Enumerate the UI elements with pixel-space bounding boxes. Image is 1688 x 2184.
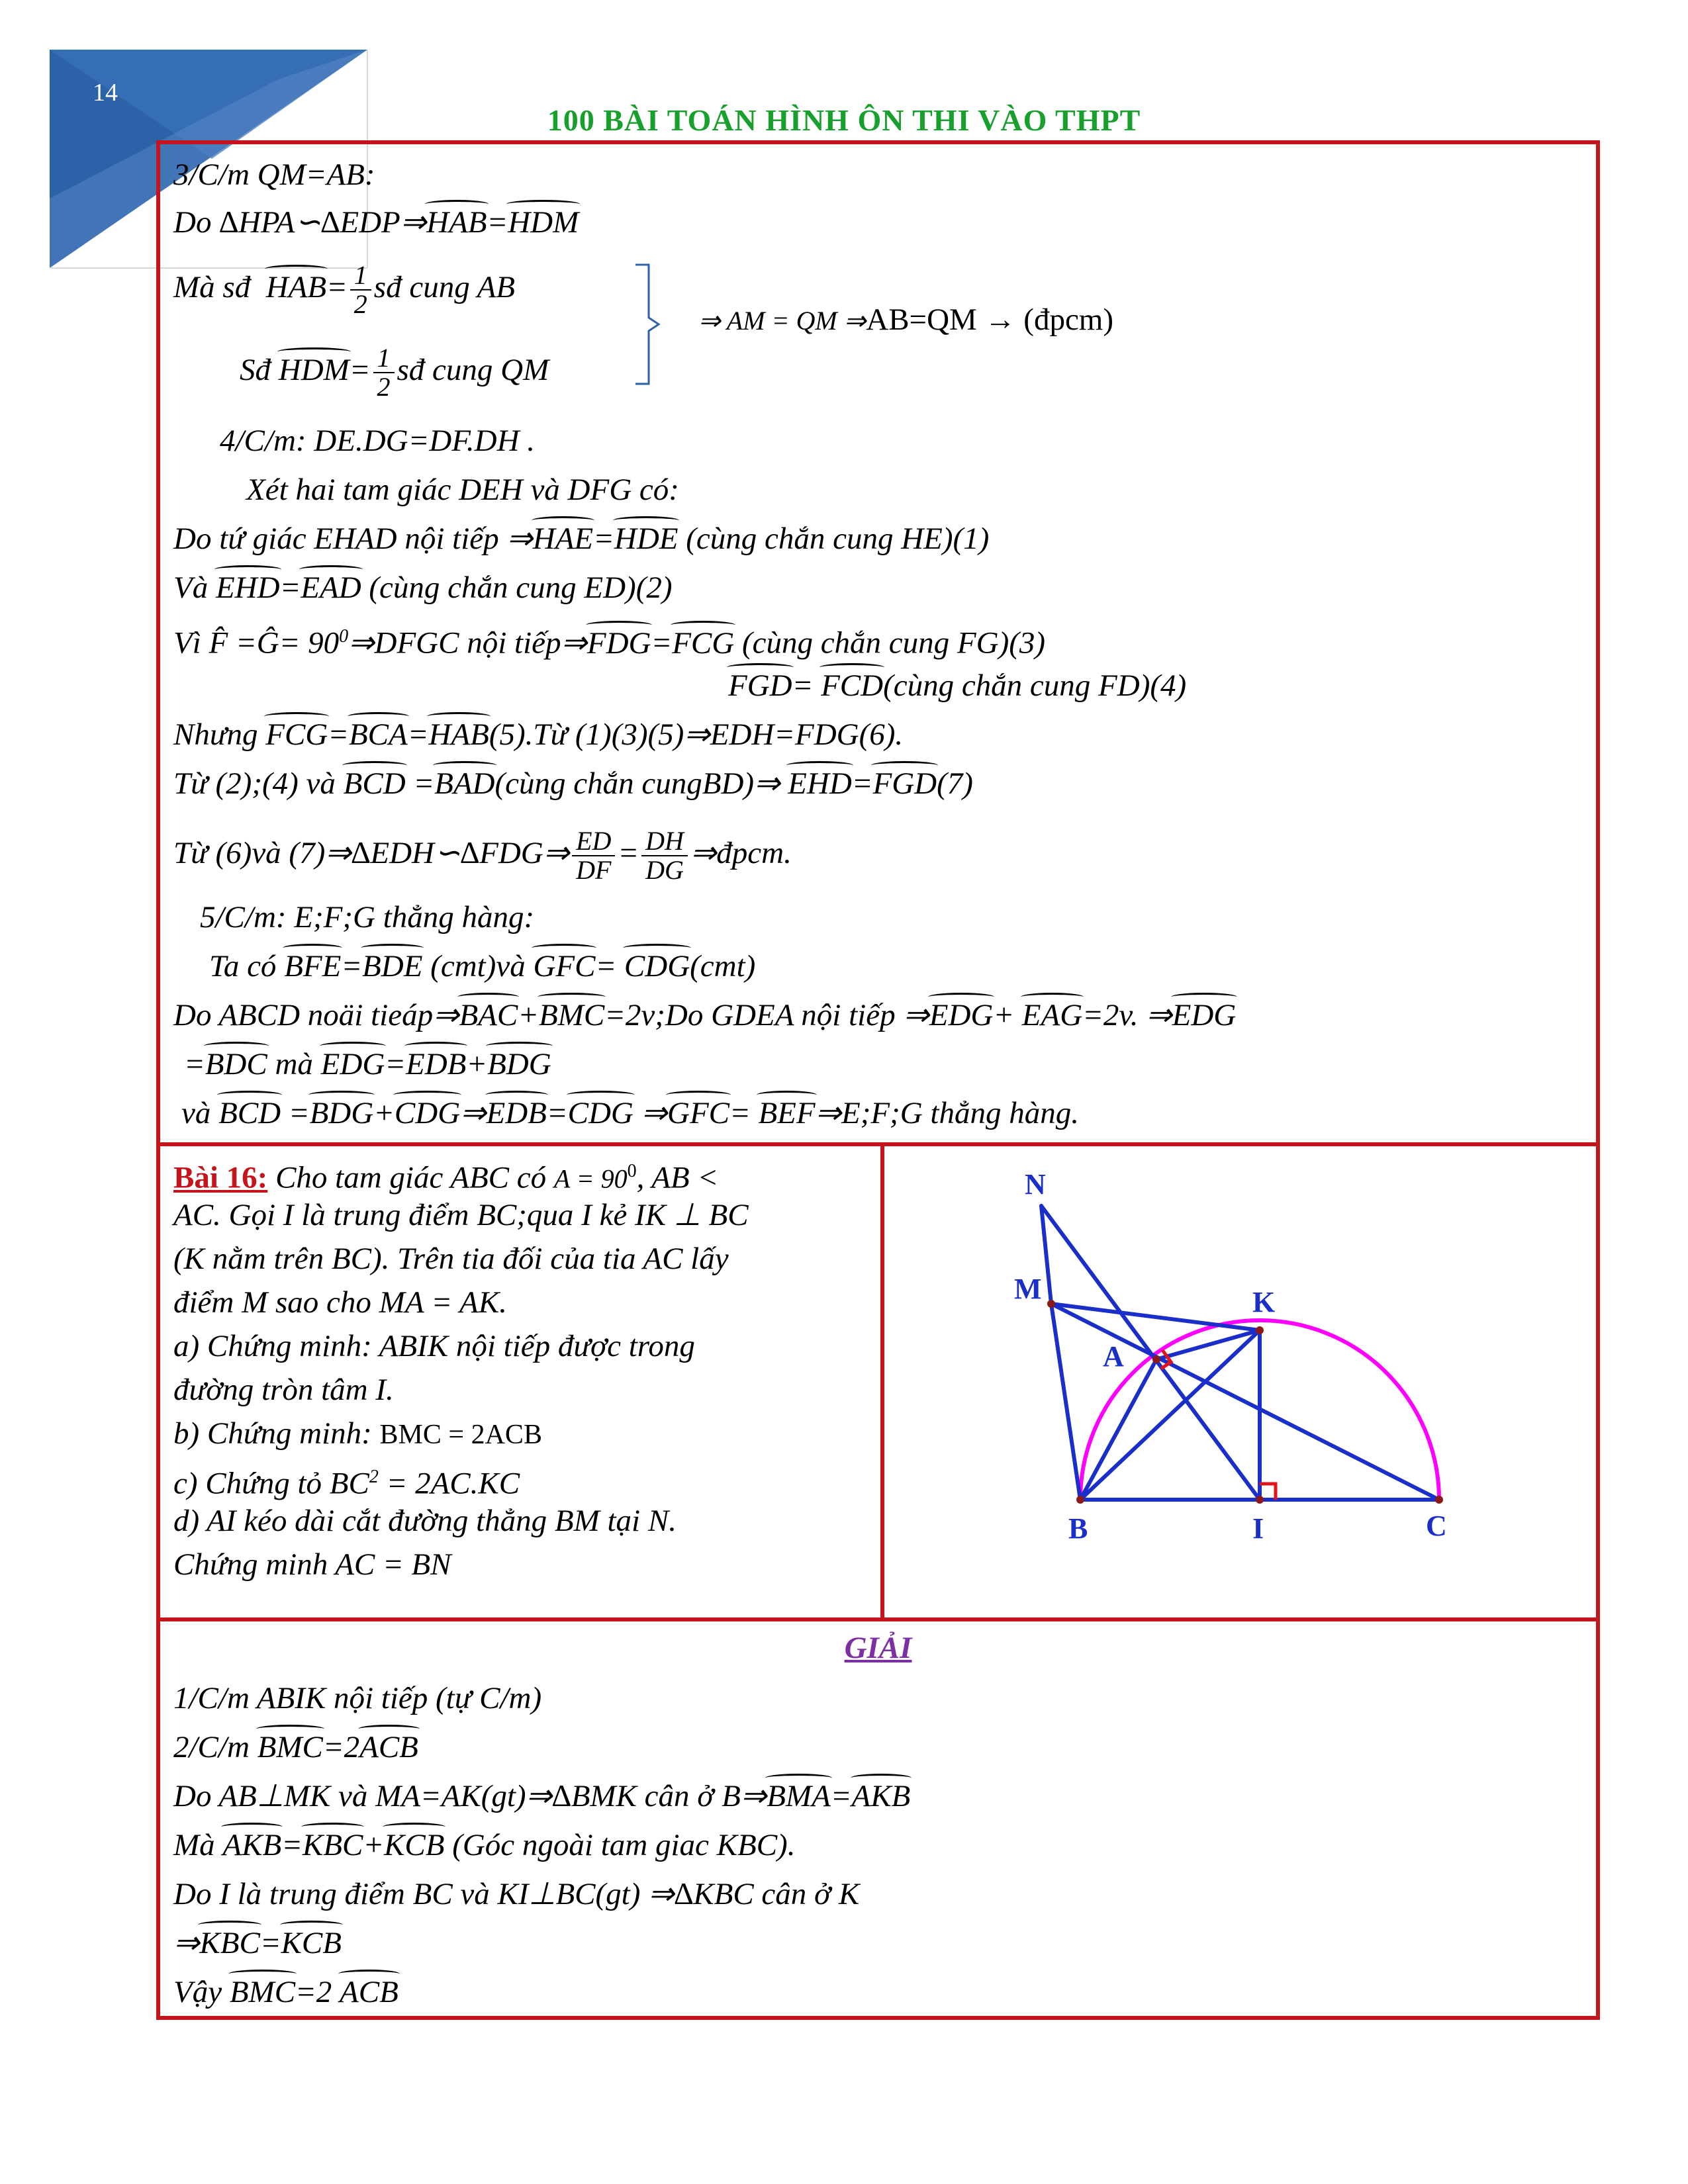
giai-line2: 2/C/m BMC=2ACB [173, 1730, 418, 1764]
point-i [1256, 1496, 1264, 1504]
part4-line6: Nhưng FCG=BCA=HAB(5).Từ (1)(3)(5)⇒EDH=FDG(6). [173, 717, 904, 752]
point-m [1047, 1300, 1055, 1308]
giai-line6: ⇒KBC=KCB [173, 1926, 342, 1960]
label-c: C [1426, 1510, 1447, 1542]
brace-bracket [629, 261, 669, 387]
part4-line8: Từ (6)và (7)⇒∆EDH∽∆FDG⇒ $\frac{ED}{DF}$ = $\frac{DH}{DG}$ ⇒đpcm. [173, 826, 792, 885]
part3-result: ⇒ AM = QM ⇒AB=QM → (đpcm) [698, 302, 1114, 337]
bai16-line3: (K nằm trên BC). Trên tia đối của tia AC lấy [173, 1242, 729, 1276]
bai16-line7: b) Chứng minh: BMC = 2ACB [173, 1416, 542, 1451]
bai16-line9: d) AI kéo dài cắt đường thẳng BM tại N. [173, 1504, 677, 1538]
part5-heading: 5/C/m: E;F;G thẳng hàng: [200, 900, 535, 934]
giai-line4: Mà AKB=KBC+KCB (Góc ngoài tam giac KBC). [173, 1828, 796, 1862]
bai16-line10: Chứng minh AC = BN [173, 1547, 451, 1582]
giai-line1: 1/C/m ABIK nội tiếp (tự C/m) [173, 1681, 542, 1715]
geometry-figure [884, 1146, 1596, 1617]
giai-line7: Vậy BMC=2 ACB [173, 1975, 399, 2009]
bai16-line8: c) Chứng tỏ $BC^2 = 2AC.KC$ [173, 1466, 520, 1501]
bai16-line1: Bài 16: Cho tam giác ABC có $A = 90^0$, AB < [173, 1160, 719, 1195]
part3-line2: Mà sđ HAB= $\frac{1}{2}$ sđ cung AB [173, 260, 516, 319]
segment-mk [1051, 1304, 1260, 1330]
part5-line2: Do ABCD noäi tieáp⇒BAC+BMC=2v;Do GDEA nội tiếp ⇒EDG+ EAG=2v. ⇒EDG [173, 998, 1237, 1032]
part5-line1: Ta có BFE=BDE (cmt)và GFC= CDG(cmt) [209, 949, 756, 983]
part4-line2: Do tứ giác EHAD nội tiếp ⇒HAE=HDE (cùng chắn cung HE)(1) [173, 522, 990, 556]
label-m: M [1014, 1273, 1042, 1305]
point-a [1152, 1355, 1160, 1363]
label-a: A [1103, 1340, 1124, 1373]
giai-line5: Do I là trung điểm BC và KI⊥BC(gt) ⇒∆KBC cân ở K [173, 1877, 860, 1911]
part3-heading: 3/C/m QM=AB: [173, 158, 375, 192]
giai-title: GIẢI [844, 1631, 912, 1665]
segment-nm [1041, 1206, 1051, 1304]
part4-line3: Và EHD=EAD (cùng chắn cung ED)(2) [173, 570, 673, 605]
document-title: 100 BÀI TOÁN HÌNH ÔN THI VÀO THPT [547, 103, 1141, 137]
part4-heading: 4/C/m: DE.DG=DF.DH . [220, 424, 536, 458]
fraction-half: $\frac{1}{2}$ [350, 261, 371, 318]
giai-frame [156, 1617, 1600, 2020]
part4-line1: Xét hai tam giác DEH và DFG có: [246, 473, 679, 507]
part3-line1: Do ∆HPA∽∆EDP⇒HAB=HDM [173, 205, 579, 240]
segment-mb [1051, 1304, 1080, 1500]
page-number: 14 [93, 79, 118, 107]
segment-ba [1080, 1359, 1156, 1500]
part5-line4: và BCD =BDG+CDG⇒EDB=CDG ⇒GFC= BEF⇒E;F;G thẳng hàng. [181, 1096, 1079, 1130]
label-i: I [1252, 1512, 1264, 1545]
part4-line5: FGD= FCD(cùng chắn cung FD)(4) [728, 668, 1187, 703]
bai16-line4: điểm M sao cho MA = AK. [173, 1285, 507, 1320]
label-k: K [1252, 1286, 1276, 1318]
bai16-line5: a) Chứng minh: ABIK nội tiếp được trong [173, 1329, 695, 1363]
point-k [1256, 1326, 1264, 1334]
giai-line3: Do AB⊥MK và MA=AK(gt)⇒∆BMK cân ở B⇒BMA=AKB [173, 1779, 911, 1813]
label-b: B [1068, 1512, 1088, 1545]
label-n: N [1025, 1168, 1046, 1201]
part3-line3: Sđ HDM= $\frac{1}{2}$ sđ cung QM [240, 343, 549, 402]
point-c [1435, 1496, 1443, 1504]
part5-line3: =BDC mà EDG=EDB+BDG [184, 1047, 551, 1081]
part4-line7: Từ (2);(4) và BCD =BAD(cùng chắn cungBD)⇒ EHD=FGD(7) [173, 766, 973, 801]
bai16-line6: đường tròn tâm I. [173, 1373, 394, 1407]
part4-line4: Vì F̂ =Ĝ= $90^0\Rightarrow DFGC$ nội tiếp⇒FDG=FCG (cùng chắn cung FG)(3) [173, 625, 1046, 660]
point-b [1076, 1496, 1084, 1504]
problem-label: Bài 16: [173, 1160, 268, 1195]
bai16-line2: AC. Gọi I là trung điểm BC;qua I kẻ IK ⊥ BC [173, 1198, 749, 1232]
